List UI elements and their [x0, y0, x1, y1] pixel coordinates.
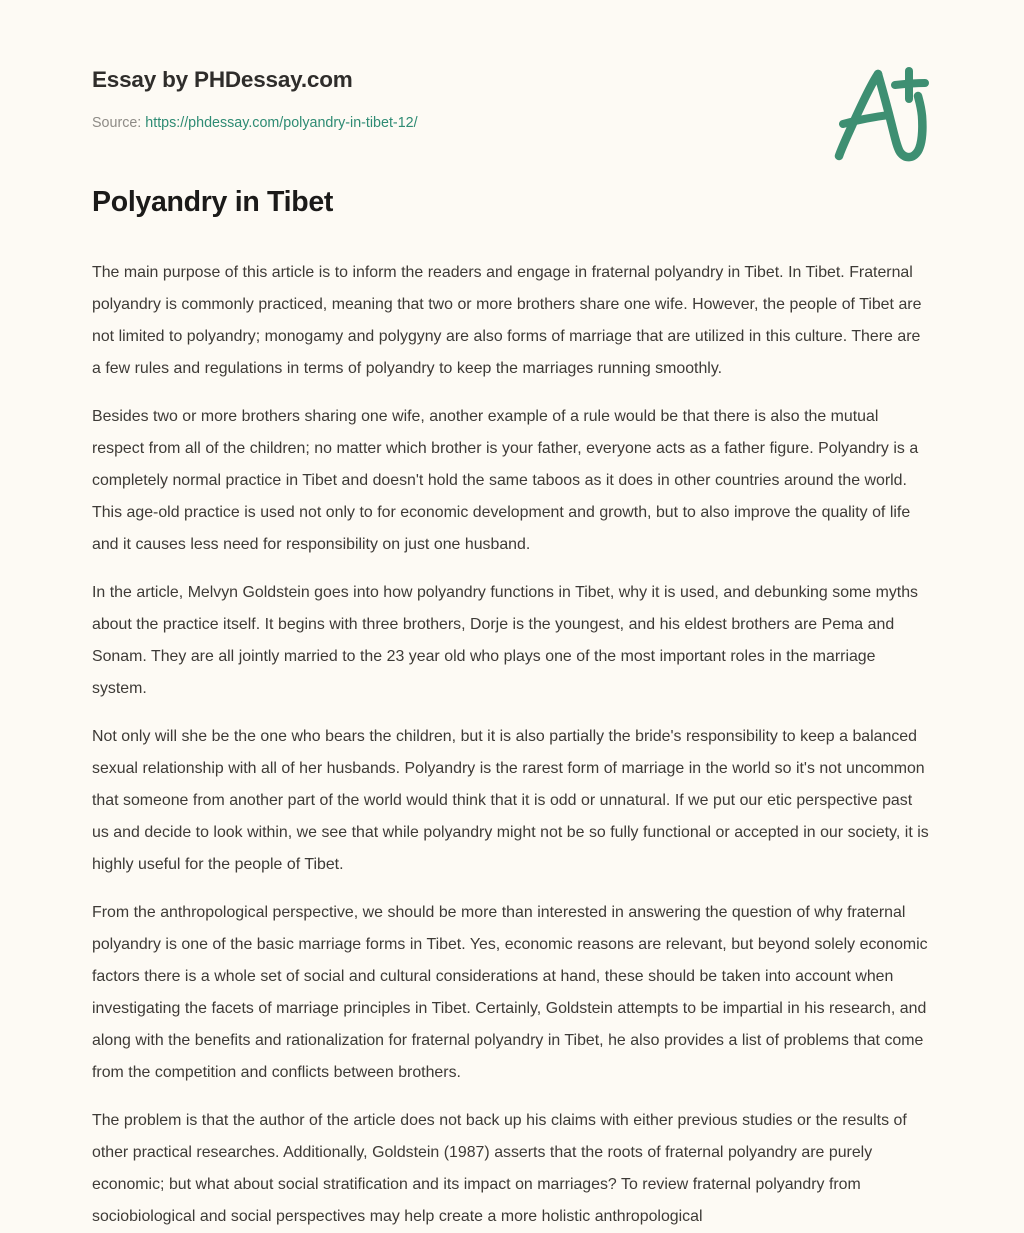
a-plus-logo-icon [826, 62, 938, 166]
paragraph: Not only will she be the one who bears the children, but it is also partially the bride's responsibility to keep a balanced sexual relationship with all of her husbands. Polyandry is the rarest form of marriage in the world so it's not uncommon that someone from another part of the world would think that it is odd or unnatural. If we put our etic perspective past us and decide to look within, we see that while polyandry might not be so fully functional or accepted in our society, it is highly useful for the people of Tibet. [92, 727, 929, 873]
paragraph: In the article, Melvyn Goldstein goes into how polyandry functions in Tibet, why it is used, and debunking some myths about the practice itself. It begins with three brothers, Dorje is the youngest, and his eldest brothers are Pema and Sonam. They are all jointly married to the 23 year old who plays one of the most important roles in the marriage system. [92, 583, 919, 697]
source-url-link[interactable]: https://phdessay.com/polyandry-in-tibet-12/ [145, 115, 418, 131]
paragraph: The main purpose of this article is to inform the readers and engage in fraternal polyandry in Tibet. In Tibet. Fraternal polyandry is commonly practiced, meaning that two or more brothers share one wife. However, the people of Tibet are not limited to polyandry; monogamy and polygyny are also forms of marriage that are utilized in this culture. There are a few rules and regulations in terms of polyandry to keep the marriages running smoothly. [92, 263, 922, 377]
paragraph: The problem is that the author of the article does not back up his claims with either previous studies or the results of other practical researches. Additionally, Goldstein (1987) asserts that the roots of fraternal polyandry are purely economic; but what about social stratification and its impact on marriages? To review fraternal polyandry from sociobiological and social perspectives may help create a more holistic anthropological [92, 1111, 907, 1225]
source-label: Source: [92, 115, 142, 131]
title-section [0, 185, 1024, 221]
source-line [92, 114, 932, 133]
brand-title: Essay by PHDessay.com [92, 67, 353, 92]
paragraph: Besides two or more brothers sharing one wife, another example of a rule would be that there is also the mutual respect from all of the children; no matter which brother is your father, everyone acts as a father figure. Polyandry is a completely normal practice in Tibet and doesn't hold the same taboos as it does in other countries around the world. This age-old practice is used not only to for economic development and growth, but to also improve the quality of life and it causes less need for responsibility on just one husband. [92, 407, 919, 553]
page-header [0, 0, 1024, 185]
page-title: Polyandry in Tibet [92, 186, 334, 218]
paragraph: From the anthropological perspective, we should be more than interested in answering the question of why fraternal polyandry is one of the basic marriage forms in Tibet. Yes, economic reasons are relevant, but beyond solely economic factors there is a whole set of social and cultural considerations at hand, these should be taken into account when investigating the facets of marriage principles in Tibet. Certainly, Goldstein attempts to be impartial in his research, and along with the benefits and rationalization for fraternal polyandry in Tibet, he also provides a list of problems that come from the competition and conflicts between brothers. [92, 903, 928, 1081]
article-body [0, 257, 1024, 1233]
